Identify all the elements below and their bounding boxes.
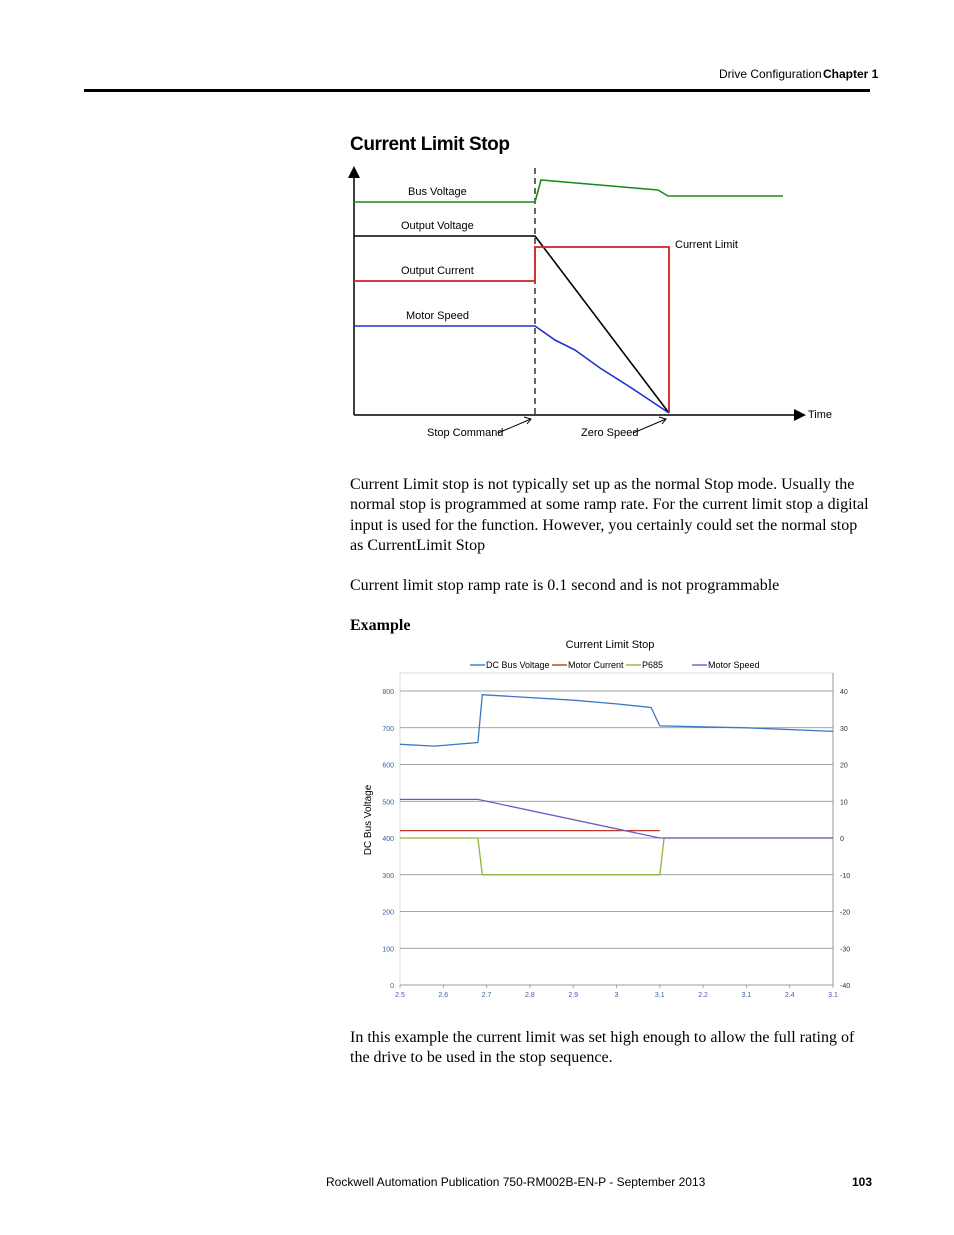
y-right-tick-label: -10 (840, 872, 851, 880)
x-tick-label: 3 (614, 992, 619, 999)
legend-label: DC Bus Voltage (486, 660, 550, 670)
y-right-tick-label: 30 (840, 725, 848, 733)
header-section-title: Drive Configuration (719, 67, 822, 81)
motor-speed-trace (354, 326, 669, 413)
y-axis-label: DC Bus Voltage (363, 784, 374, 856)
bus-voltage-label: Bus Voltage (408, 186, 467, 198)
y-right-tick-label: -20 (840, 909, 851, 917)
y-right-tick-label: 0 (840, 836, 844, 843)
output-voltage-label: Output Voltage (401, 220, 474, 232)
y-left-tick-label: 800 (382, 689, 394, 696)
paragraph-ramp-rate: Current limit stop ramp rate is 0.1 second and is not programmable (350, 577, 780, 594)
y-left-tick-label: 100 (382, 946, 394, 954)
x-tick-label: 2.6 (438, 992, 449, 999)
current-limit-label: Current Limit (675, 239, 738, 251)
stop-command-pointer (498, 419, 531, 433)
footer-page-number: 103 (852, 1175, 873, 1189)
x-tick-label: 2.5 (395, 992, 405, 999)
y-left-tick-label: 600 (382, 762, 394, 770)
y-right-tick-label: 40 (840, 689, 848, 696)
example-chart (355, 632, 855, 1002)
y-left-tick-label: 700 (382, 725, 394, 733)
y-left-tick-label: 0 (390, 983, 394, 990)
example-heading: Example (350, 617, 411, 634)
chart-title: Current Limit Stop (565, 639, 655, 651)
output-current-label: Output Current (401, 265, 474, 277)
x-tick-label: 2.2 (698, 992, 708, 999)
y-right-tick-label: 10 (840, 799, 848, 807)
x-tick-label: 2.4 (784, 992, 795, 999)
header-chapter-label: Chapter 1 (823, 67, 879, 81)
x-tick-label: 2.8 (525, 992, 535, 999)
output-voltage-trace (354, 236, 669, 413)
x-tick-label: 2.7 (481, 992, 492, 999)
stop-command-label: Stop Command (427, 427, 504, 439)
x-tick-label: 2.9 (568, 992, 579, 999)
y-left-tick-label: 500 (382, 799, 394, 807)
paragraph-example-conclusion: In this example the current limit was set high enough to allow the full rating of the drive to be used in the stop sequence. (350, 1029, 855, 1067)
current-limit-stop-diagram (340, 160, 840, 450)
x-tick-label: 3.1 (828, 992, 838, 999)
header-rule (84, 89, 870, 92)
x-tick-label: 3.1 (654, 992, 665, 999)
y-right-tick-label: -30 (840, 946, 851, 954)
series-line (400, 838, 833, 875)
y-left-tick-label: 300 (382, 872, 394, 880)
legend-label: Motor Speed (708, 660, 760, 670)
y-right-tick-label: -40 (840, 983, 851, 990)
x-tick-label: 3.1 (741, 992, 752, 999)
y-right-tick-label: 20 (840, 762, 848, 770)
zero-speed-pointer (633, 419, 666, 433)
zero-speed-label: Zero Speed (581, 427, 639, 439)
time-label: Time (808, 409, 833, 421)
paragraph-current-limit-stop: Current Limit stop is not typically set up as the normal Stop mode. Usually the normal stop is programmed at some ramp rate. For the current limit stop a digital input is used for the function. However, you certainly could set the normal stop as CurrentLimit Stop (350, 476, 869, 554)
y-left-tick-label: 200 (382, 909, 394, 917)
footer-publication: Rockwell Automation Publication 750-RM002B-EN-P - September 2013 (326, 1175, 706, 1189)
series-line (400, 799, 833, 838)
legend-label: P685 (642, 660, 664, 670)
series-line (400, 695, 833, 746)
y-left-tick-label: 400 (382, 836, 394, 843)
legend-label: Motor Current (568, 660, 624, 670)
page-heading: Current Limit Stop (350, 134, 510, 155)
motor-speed-label: Motor Speed (406, 310, 469, 322)
